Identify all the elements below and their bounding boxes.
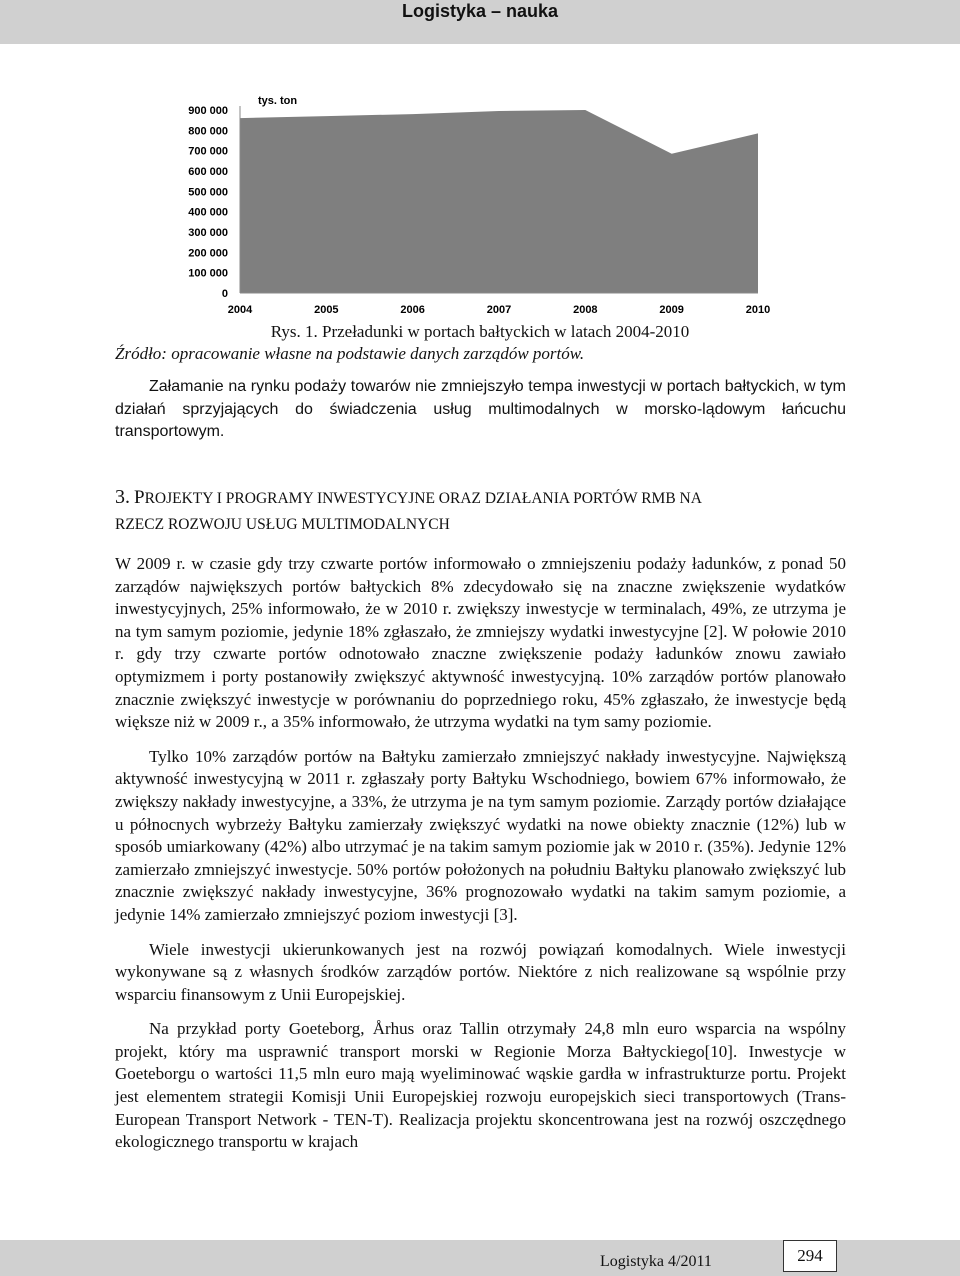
y-tick-label: 100 000	[188, 267, 228, 280]
intro-section	[115, 376, 846, 444]
x-tick-label: 2007	[486, 304, 512, 316]
x-tick-label: 2004	[227, 304, 253, 316]
x-tick-label: 2009	[659, 304, 684, 316]
x-tick-label: 2010	[745, 304, 771, 316]
y-tick-label: 800 000	[188, 125, 228, 138]
y-tick-label: 0	[221, 288, 228, 300]
area-chart	[170, 90, 790, 320]
y-tick-label: 200 000	[188, 247, 228, 260]
section-title-initial: P	[134, 487, 145, 508]
y-tick-label: 700 000	[188, 145, 228, 158]
paragraph: Wiele inwestycji ukierunkowanych jest na rozwój powiązań komodalnych. Wiele inwestycji wykonywane są z własnych środków zarządów portów. Niektóre z nich realizowane są wspólnie przy wsparciu finansowym z Unii Europejskiej.	[115, 939, 846, 1004]
y-tick-label: 400 000	[188, 206, 228, 219]
footer-journal: Logistyka 4/2011	[600, 1253, 712, 1270]
running-header	[0, 0, 960, 44]
section-heading	[115, 484, 855, 538]
section-number: 3.	[115, 486, 130, 508]
y-unit-label: tys. ton	[258, 95, 298, 107]
x-tick-label: 2008	[573, 304, 598, 316]
paragraph: Na przykład porty Goeteborg, Århus oraz Tallin otrzymały 24,8 mln euro wsparcia na wspólny projekt, który ma usprawnić transport morski w Regionie Morza Bałtyckiego[10]. Inwestycje w Goeteborgu o wartości 11,5 mln euro mają wyeliminować wąskie gardła w infrastrukturze portu. Projekt jest elementem strategii Komisji Unii Europejskiej rozwoju europejskich sieci transportowych (Trans-European Transport Network - TEN-T). Realizacja projektu skoncentrowana jest na rozwój oszczędnego ekologicznego transportu w krajach	[115, 1019, 846, 1152]
section-title-line2: RZECZ ROZWOJU USŁUG MULTIMODALNYCH	[115, 516, 450, 533]
figure-caption: Rys. 1. Przeładunki w portach bałtyckich w latach 2004-2010	[270, 322, 690, 341]
x-tick-label: 2005	[314, 304, 339, 316]
y-tick-label: 600 000	[188, 166, 228, 178]
paragraph: Tylko 10% zarządów portów na Bałtyku zamierzało zmniejszyć nakłady inwestycyjne. Największą aktywność inwestycyjną w 2011 r. zgłaszały porty Bałtyku Wschodniego, bowiem 67% informowało, że zwiększy nakłady inwestycyjne, a 33%, że utrzyma je na tym samym poziomie. Zarządy portów działające u północnych wybrzeży Bałtyku zamierzały zwiększyć wydatki na nowe obiekty znacznie (12%) lub w sposób umiarkowany (42%) albo utrzymać je na takim samym poziomie jak w 2010 r. (35%). Jedynie 12% zamierzało zmniejszyć inwestycje. 50% portów położonych na południu Bałtyku planowało zwiększyć lub znacznie zwiększyć nakłady inwestycyjne, 36% prognozowało wydatki na takim samym poziomie, a jedynie 14% zamierzało zmniejszyć poziom inwestycji [3].	[115, 746, 846, 924]
paragraph: W 2009 r. w czasie gdy trzy czwarte portów informowało o zmniejszeniu podaży ładunków, z ponad 50 zarządów największych portów bałtyckich 8% zdecydowało się na znaczne zwiększenie wydatków inwestycyjnych, 25% informowało, że w 2010 r. zwiększy inwestycje w terminalach, 49%, ze utrzyma je na tym samym poziomie, jedynie 18% zgłaszało, że zmniejszy wydatki inwestycyjne [2]. W połowie 2010 r. gdy trzy czwarte portów odnotowało znaczne zwiększenie podaży ładunków znowu zawiało optymizmem i porty postanowiły zwiększyć aktywność inwestycyjną. 10% zarządów portów planowało znacznie zwiększyć inwestycje w porównaniu do poprzedniego roku, 45% zgłaszało, że inwestycje będą większe niż w 2009 r., a 35% informowało, że utrzyma wydatki na tym samy poziomie.	[115, 554, 846, 732]
y-tick-label: 900 000	[188, 105, 228, 117]
x-tick-label: 2006	[400, 304, 425, 316]
y-tick-label: 300 000	[188, 227, 228, 239]
main-text	[115, 553, 846, 1154]
figure-source: Źródło: opracowanie własne na podstawie danych zarządów portów.	[115, 344, 585, 363]
page-number: 294	[783, 1240, 837, 1272]
section-title-line1: ROJEKTY I PROGRAMY INWESTYCYJNE ORAZ DZIAŁANIA PORTÓW RMB NA	[144, 490, 702, 507]
intro-paragraph: Załamanie na rynku podaży towarów nie zmniejszyło tempa inwestycji w portach bałtyckich, w tym działań sprzyjających do świadczenia usług multimodalnych w morsko-lądowym łańcuchu transportowym.	[115, 378, 846, 441]
running-header-title: Logistyka – nauka	[401, 1, 559, 21]
y-tick-label: 500 000	[188, 186, 228, 199]
area-series	[240, 110, 758, 293]
